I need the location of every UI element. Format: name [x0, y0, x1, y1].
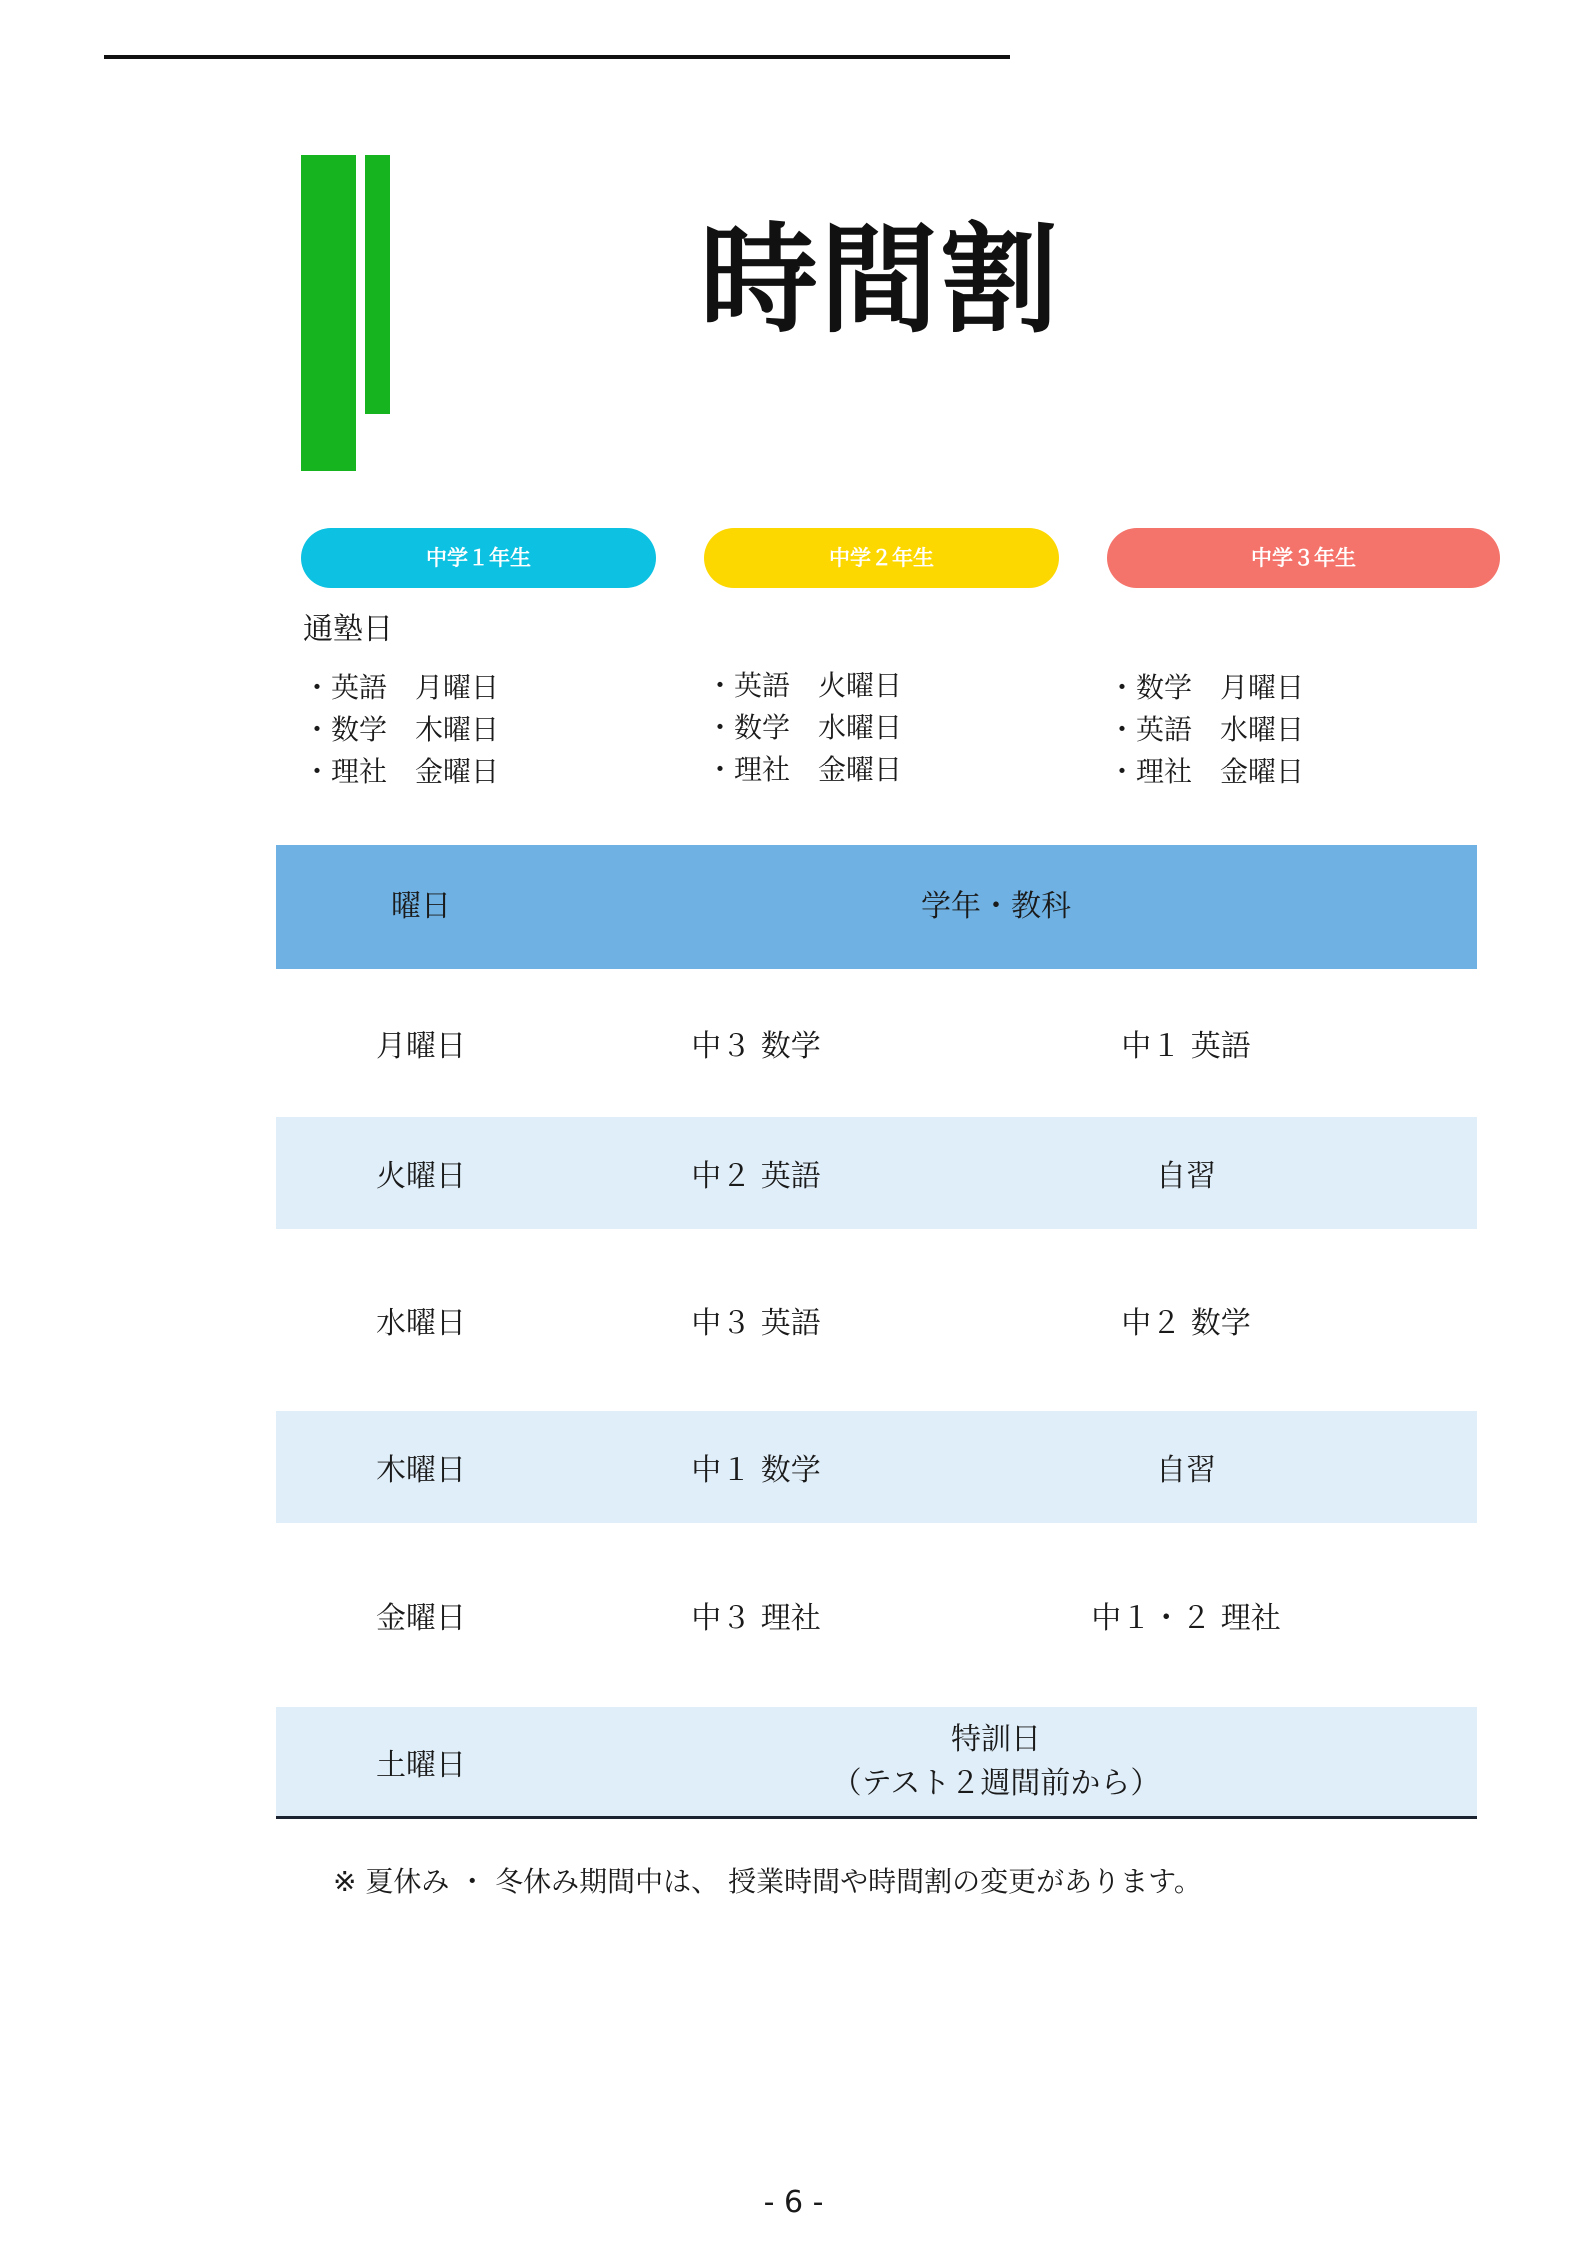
day-cell: 月曜日	[376, 1029, 466, 1064]
class-cell: 中２ 英語	[691, 1159, 821, 1194]
day-cell: 火曜日	[376, 1159, 466, 1194]
footnote: ※ 夏休み ・ 冬休み期間中は、 授業時間や時間割の変更があります。	[333, 1865, 1202, 1898]
list-item: ・理社 金曜日	[706, 753, 903, 786]
page-number: - 6 -	[763, 2185, 824, 2220]
table-row	[276, 1117, 1477, 1229]
header-day: 曜日	[391, 889, 451, 924]
class-cell: 中１ 英語	[1121, 1029, 1251, 1064]
page-title: 時間割	[699, 210, 1060, 349]
header-subject: 学年・教科	[921, 889, 1071, 924]
day-cell: 水曜日	[376, 1306, 466, 1341]
grade1-schedule	[303, 667, 499, 793]
timetable	[276, 845, 1477, 1819]
table-row	[276, 1523, 1477, 1707]
list-item: ・数学 木曜日	[303, 713, 500, 746]
class-cell: 中３ 理社	[691, 1601, 821, 1636]
list-item: ・数学 月曜日	[1108, 671, 1305, 704]
grade3-schedule	[1108, 667, 1304, 793]
day-cell: 土曜日	[376, 1747, 466, 1783]
list-item: ・理社 金曜日	[303, 755, 500, 788]
class-cell: 自習	[1156, 1453, 1216, 1488]
list-item: ・英語 火曜日	[706, 669, 903, 702]
special-title: 特訓日	[951, 1721, 1041, 1757]
accent-bar-thin	[365, 155, 390, 414]
class-cell: 自習	[1156, 1159, 1216, 1194]
table-row	[276, 1229, 1477, 1411]
grade-badge-2: 中学２年生	[704, 528, 1059, 588]
class-cell: 中３ 英語	[691, 1306, 821, 1341]
table-row	[276, 1411, 1477, 1523]
list-item: ・英語 月曜日	[303, 671, 500, 704]
grade-badge-3: 中学３年生	[1107, 528, 1500, 588]
table-row	[276, 969, 1477, 1117]
class-cell: 中２ 数学	[1121, 1306, 1251, 1341]
table-header	[276, 845, 1477, 969]
list-item: ・英語 水曜日	[1108, 713, 1305, 746]
special-cell	[566, 1707, 1426, 1816]
day-cell: 金曜日	[376, 1601, 466, 1636]
grade2-schedule	[706, 665, 902, 791]
day-cell: 木曜日	[376, 1453, 466, 1488]
table-bottom-rule	[276, 1816, 1477, 1819]
class-cell: 中１ 数学	[691, 1453, 821, 1488]
top-rule	[104, 55, 1010, 59]
attendance-days-label: 通塾日	[303, 612, 393, 647]
list-item: ・数学 水曜日	[706, 711, 903, 744]
special-subtitle: （テスト２週間前から）	[831, 1765, 1161, 1801]
accent-bar-thick	[301, 155, 356, 471]
table-row	[276, 1707, 1477, 1816]
class-cell: 中３ 数学	[691, 1029, 821, 1064]
class-cell: 中１・２ 理社	[1091, 1601, 1281, 1636]
grade-badge-1: 中学１年生	[301, 528, 656, 588]
list-item: ・理社 金曜日	[1108, 755, 1305, 788]
